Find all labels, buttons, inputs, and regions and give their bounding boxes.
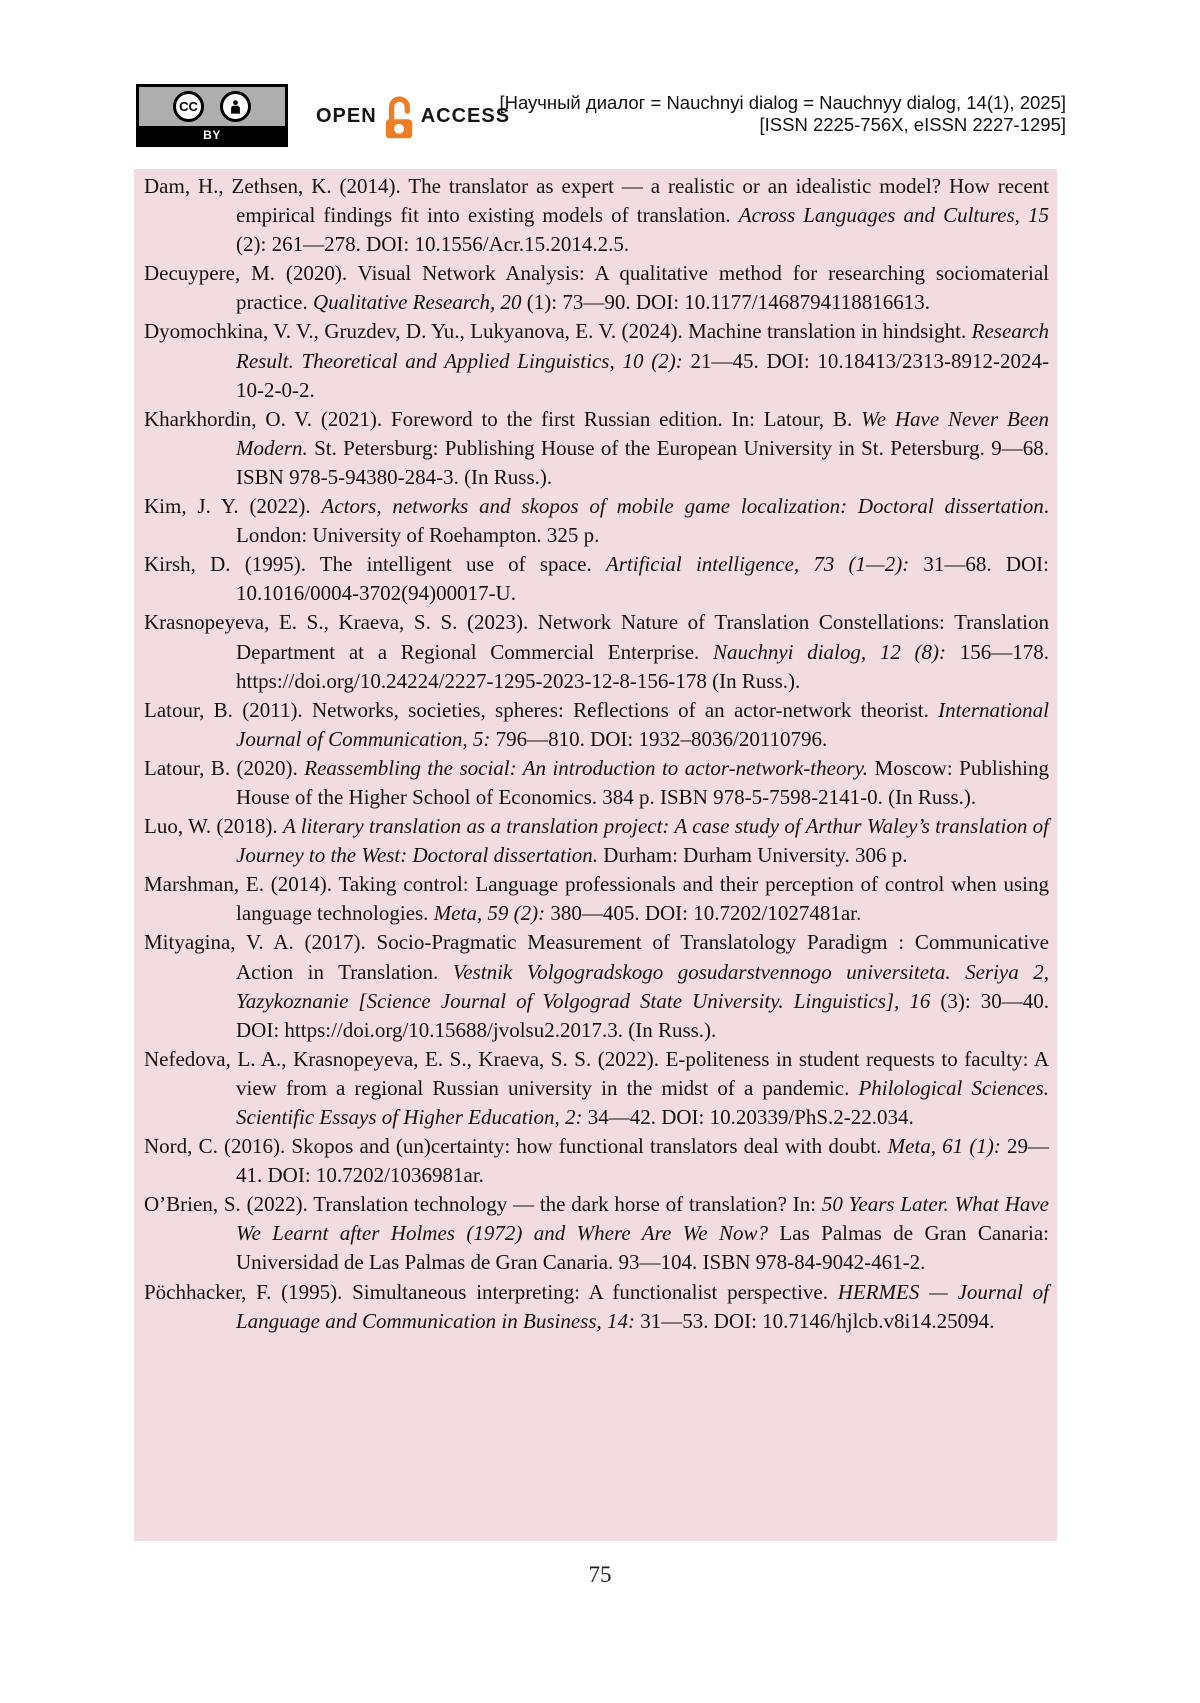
reference-italic-text: Vestnik Volgogradskogo gosudarstvennogo universiteta. Seriya 2, Yazykoznanie [Science Journal of Volgograd State University. Linguistics], 16 [236,959,1049,1013]
reference-text: Kirsh, D. (1995). The intelligent use of space. [144,552,606,577]
reference-entry [144,1278,1049,1336]
open-access-logo [316,90,510,142]
reference-text: 29—41. DOI: 10.7202/1036981ar. [236,1134,1049,1188]
open-access-open-label: OPEN [316,104,377,127]
reference-text: 21—45. DOI: 10.18413/2313-8912-2024-10-2-0-2. [236,348,1049,402]
reference-text: Dam, H., Zethsen, K. (2014). The translator as expert — a realistic or an idealistic model? How recent empirical findings fit into existing models of translation. [144,174,1049,228]
journal-issn-line: [ISSN 2225-756X, eISSN 2227-1295] [759,114,1066,135]
reference-text: . London: University of Roehampton. 325 p. [236,494,1049,548]
reference-italic-text: Meta, 61 (1): [887,1134,1007,1159]
reference-text: 34—42. DOI: 10.20339/PhS.2-22.034. [587,1105,914,1129]
reference-italic-text: We Have Never Been Modern. [236,406,1049,460]
reference-entry [144,1045,1049,1132]
open-lock-icon [380,91,418,141]
reference-italic-text: Meta, 59 (2): [433,901,551,926]
reference-italic-text: Artificial intelligence, 73 (1—2): [605,552,924,577]
reference-text: Nord, C. (2016). Skopos and (un)certainty: how functional translators deal with doubt. [144,1134,888,1159]
journal-title-line: [Научный диалог = Nauchnyi dialog = Nauchnyy dialog, 14(1), 2025] [499,92,1066,113]
reference-text: Luo, W. (2018). [144,814,283,839]
reference-text: 31—53. DOI: 10.7146/hjlcb.v8i14.25094. [640,1308,995,1333]
reference-text: 796—810. DOI: 1932–8036/20110796. [495,726,828,751]
reference-entry [144,754,1049,812]
reference-entry [144,405,1049,492]
reference-italic-text: 50 Years Later. What Have We Learnt after Holmes (1972) and Where Are We Now? [236,1192,1050,1246]
reference-text: (3): 30—40. DOI: https://doi.org/10.15688/jvolsu2.2017.3. (In Russ.). [236,988,1050,1042]
reference-entry [144,608,1049,695]
reference-entry [144,172,1049,259]
cc-icon-label: CC [179,99,198,114]
open-access-access-label: ACCESS [420,104,511,127]
cc-by-license-badge [136,84,288,147]
reference-entry [144,492,1049,550]
reference-entry [144,259,1049,317]
reference-entry [144,812,1049,870]
reference-text: Nefedova, L. A., Krasnopeyeva, E. S., Kraeva, S. S. (2022). E-politeness in student requests to faculty: A view from a regional Russian university in the midst of a pandemic. [144,1046,1049,1100]
reference-italic-text: A literary translation as a translation project: A case study of Arthur Waley’s translation of Journey to the West: Doctoral dissertation. [236,814,1049,868]
reference-text: O’Brien, S. (2022). Translation technology — the dark horse of translation? In: [144,1192,822,1217]
references-list [134,169,1057,1541]
reference-text: (1): 73—90. DOI: 10.1177/1468794118816613. [521,290,931,315]
reference-text: 31—68. DOI: 10.1016/0004-3702(94)00017-U. [236,552,1049,606]
reference-text: Moscow: Publishing House of the Higher School of Economics. 384 p. ISBN 978-5-7598-2141-0. (In Russ.). [236,755,1049,809]
reference-text: Krasnopeyeva, E. S., Kraeva, S. S. (2023). Network Nature of Translation Constellations: Translation Department at a Regional Commercial Enterprise. [144,610,1049,664]
reference-entry [144,1132,1049,1190]
reference-text: Las Palmas de Gran Canaria: Universidad de Las Palmas de Gran Canaria. 93—104. ISBN 978-84-9042-461-2. [236,1221,1049,1275]
reference-text: (2): 261—278. DOI: 10.1556/Acr.15.2014.2.5. [236,232,630,257]
reference-text: Kharkhordin, O. V. (2021). Foreword to the first Russian edition. In: Latour, B. [144,406,862,431]
reference-italic-text: Qualitative Research, 20 [312,290,522,315]
reference-text: Latour, B. (2011). Networks, societies, spheres: Reflections of an actor-network theorist. [144,697,939,722]
reference-text: Kim, J. Y. (2022). [144,494,322,519]
reference-entry [144,317,1049,404]
reference-text: Decuypere, M. (2020). Visual Network Analysis: A qualitative method for researching sociomaterial practice. [144,261,1049,315]
cc-icon [173,91,204,122]
reference-entry [144,870,1049,928]
reference-italic-text: Research Result. Theoretical and Applied Linguistics, 10 (2): [236,319,1049,373]
reference-entry [144,550,1049,608]
reference-entry [144,696,1049,754]
reference-text: Durham: Durham University. 306 p. [603,843,908,868]
reference-text: Dyomochkina, V. V., Gruzdev, D. Yu., Lukyanova, E. V. (2024). Machine translation in hindsight. [144,319,972,344]
reference-italic-text: Philological Sciences. Scientific Essays of Higher Education, 2: [236,1075,1049,1129]
attribution-person-icon [220,91,251,122]
cc-by-label: BY [139,126,285,144]
reference-text: Marshman, E. (2014). Taking control: Language professionals and their perception of control when using language technologies. [144,872,1049,926]
reference-italic-text: Actors, networks and skopos of mobile game localization: Doctoral dissertation [321,494,1044,519]
reference-text: 156—178. https://doi.org/10.24224/2227-1295-2023-12-8-156-178 (In Russ.). [236,639,1050,693]
reference-italic-text: Nauchnyi dialog, 12 (8): [713,639,960,664]
reference-text: Mityagina, V. A. (2017). Socio-Pragmatic Measurement of Translatology Paradigm : Communicative Action in Translation. [144,930,1049,984]
reference-italic-text: Across Languages and Cultures, 15 [738,203,1049,228]
reference-italic-text: HERMES — Journal of Language and Communication in Business, 14: [236,1279,1049,1333]
reference-entry [144,928,1049,1044]
cc-circles [139,87,285,126]
page-number: 75 [588,1562,612,1587]
reference-text: St. Petersburg: Publishing House of the European University in St. Petersburg. 9—68. ISBN 978-5-94380-284-3. (In Russ.). [236,435,1049,489]
journal-info [499,92,1066,136]
reference-text: 380—405. DOI: 10.7202/1027481ar. [550,901,862,926]
reference-italic-text: Reassembling the social: An introduction to actor-network-theory. [304,755,875,780]
reference-entry [144,1190,1049,1277]
reference-italic-text: International Journal of Communication, 5: [236,697,1049,751]
reference-text: Latour, B. (2020). [144,755,305,780]
reference-text: Pöchhacker, F. (1995). Simultaneous interpreting: A functionalist perspective. [144,1279,838,1304]
